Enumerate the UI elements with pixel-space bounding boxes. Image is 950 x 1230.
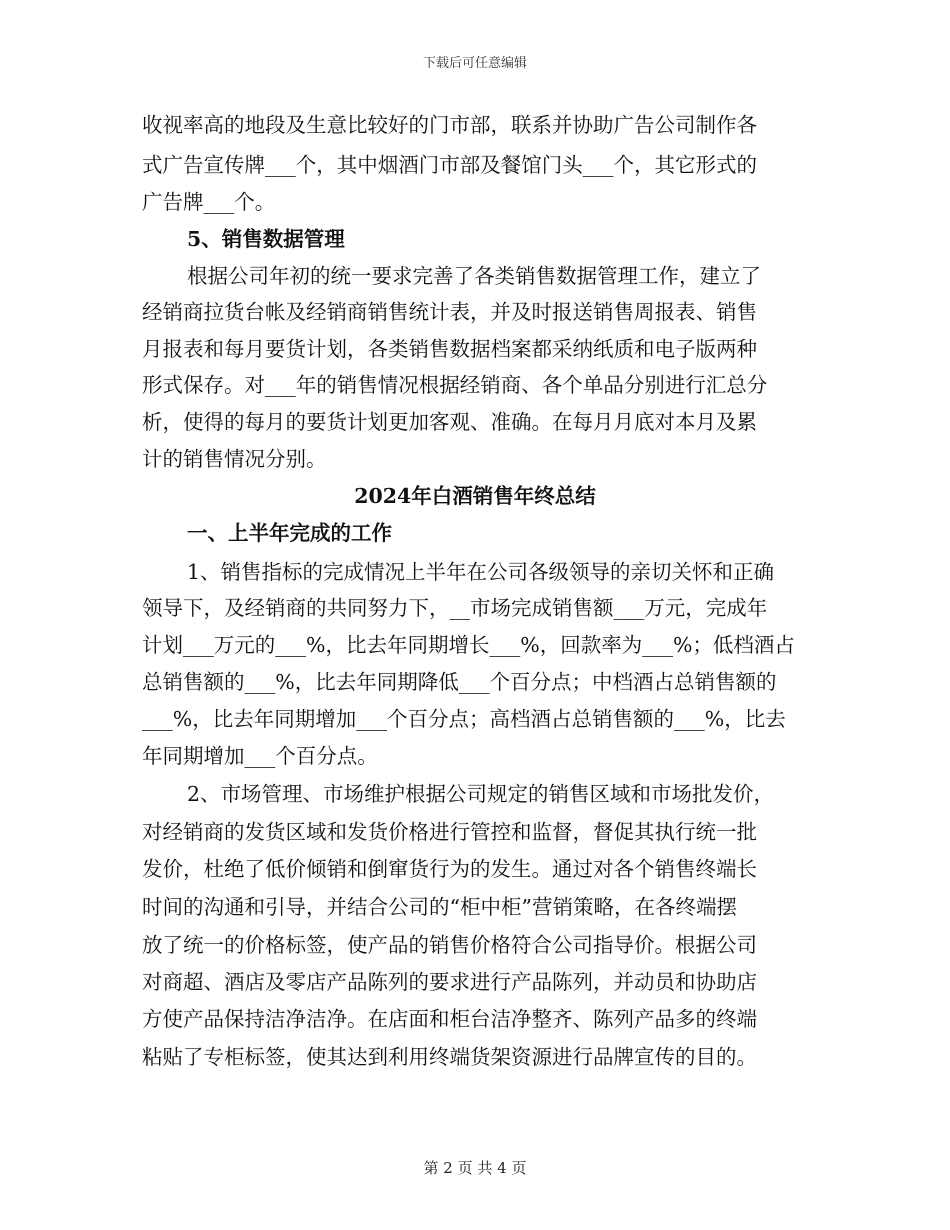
paragraph-line: 领导下，及经销商的共同努力下，__市场完成销售额___万元，完成年 [142, 596, 768, 620]
document-title: 2024年白酒销售年终总结 [354, 484, 596, 508]
paragraph-line: 广告牌___个。 [142, 190, 276, 214]
page-header: 下载后可任意编辑 [422, 56, 527, 71]
paragraph-line: 年同期增加___个百分点。 [142, 744, 378, 768]
paragraph-line: 计的销售情况分别。 [142, 447, 327, 471]
paragraph-line: 根据公司年初的统一要求完善了各类销售数据管理工作，建立了 [187, 264, 761, 288]
paragraph-line: 2、市场管理、市场维护根据公司规定的销售区域和市场批发价， [187, 782, 775, 806]
paragraph-line: ___%，比去年同期增加___个百分点；高档酒占总销售额的___%，比去 [142, 707, 786, 731]
paragraph-line: 形式保存。对___年的销售情况根据经销商、各个单品分别进行汇总分 [142, 373, 768, 397]
paragraph-line: 1、销售指标的完成情况上半年在公司各级领导的亲切关怀和正确 [187, 560, 775, 584]
paragraph-line: 月报表和每月要货计划，各类销售数据档案都采纳纸质和电子版两种 [142, 337, 757, 361]
paragraph-line: 对商超、酒店及零店产品陈列的要求进行产品陈列，并动员和协助店 [142, 970, 757, 994]
paragraph-line: 计划___万元的___%，比去年同期增长___%，回款率为___%；低档酒占 [142, 633, 795, 657]
page-footer: 第 2 页 共 4 页 [423, 1159, 527, 1177]
paragraph-line: 总销售额的___%，比去年同期降低___个百分点；中档酒占总销售额的 [142, 670, 777, 694]
paragraph-line: 经销商拉货台帐及经销商销售统计表，并及时报送销售周报表、销售 [142, 300, 757, 324]
paragraph-line: 式广告宣传牌___个，其中烟酒门市部及餐馆门头___个，其它形式的 [142, 153, 757, 177]
paragraph-line: 时间的沟通和引导，并结合公司的“柜中柜”营销策略，在各终端摆 [142, 895, 737, 919]
paragraph-line: 收视率高的地段及生意比较好的门市部，联系并协助广告公司制作各 [142, 113, 757, 137]
paragraph-line: 粘贴了专柜标签，使其达到利用终端货架资源进行品牌宣传的目的。 [142, 1045, 757, 1069]
paragraph-line: 放了统一的价格标签，使产品的销售价格符合公司指导价。根据公司 [142, 933, 757, 957]
section-heading: 5、销售数据管理 [187, 227, 345, 251]
paragraph-line: 析，使得的每月的要货计划更加客观、准确。在每月月底对本月及累 [142, 410, 757, 434]
section-heading: 一、上半年完成的工作 [187, 521, 392, 545]
paragraph-line: 发价，杜绝了低价倾销和倒窜货行为的发生。通过对各个销售终端长 [142, 857, 757, 881]
paragraph-line: 方使产品保持洁净洁净。在店面和柜台洁净整齐、陈列产品多的终端 [142, 1007, 757, 1031]
paragraph-line: 对经销商的发货区域和发货价格进行管控和监督，督促其执行统一批 [142, 820, 757, 844]
